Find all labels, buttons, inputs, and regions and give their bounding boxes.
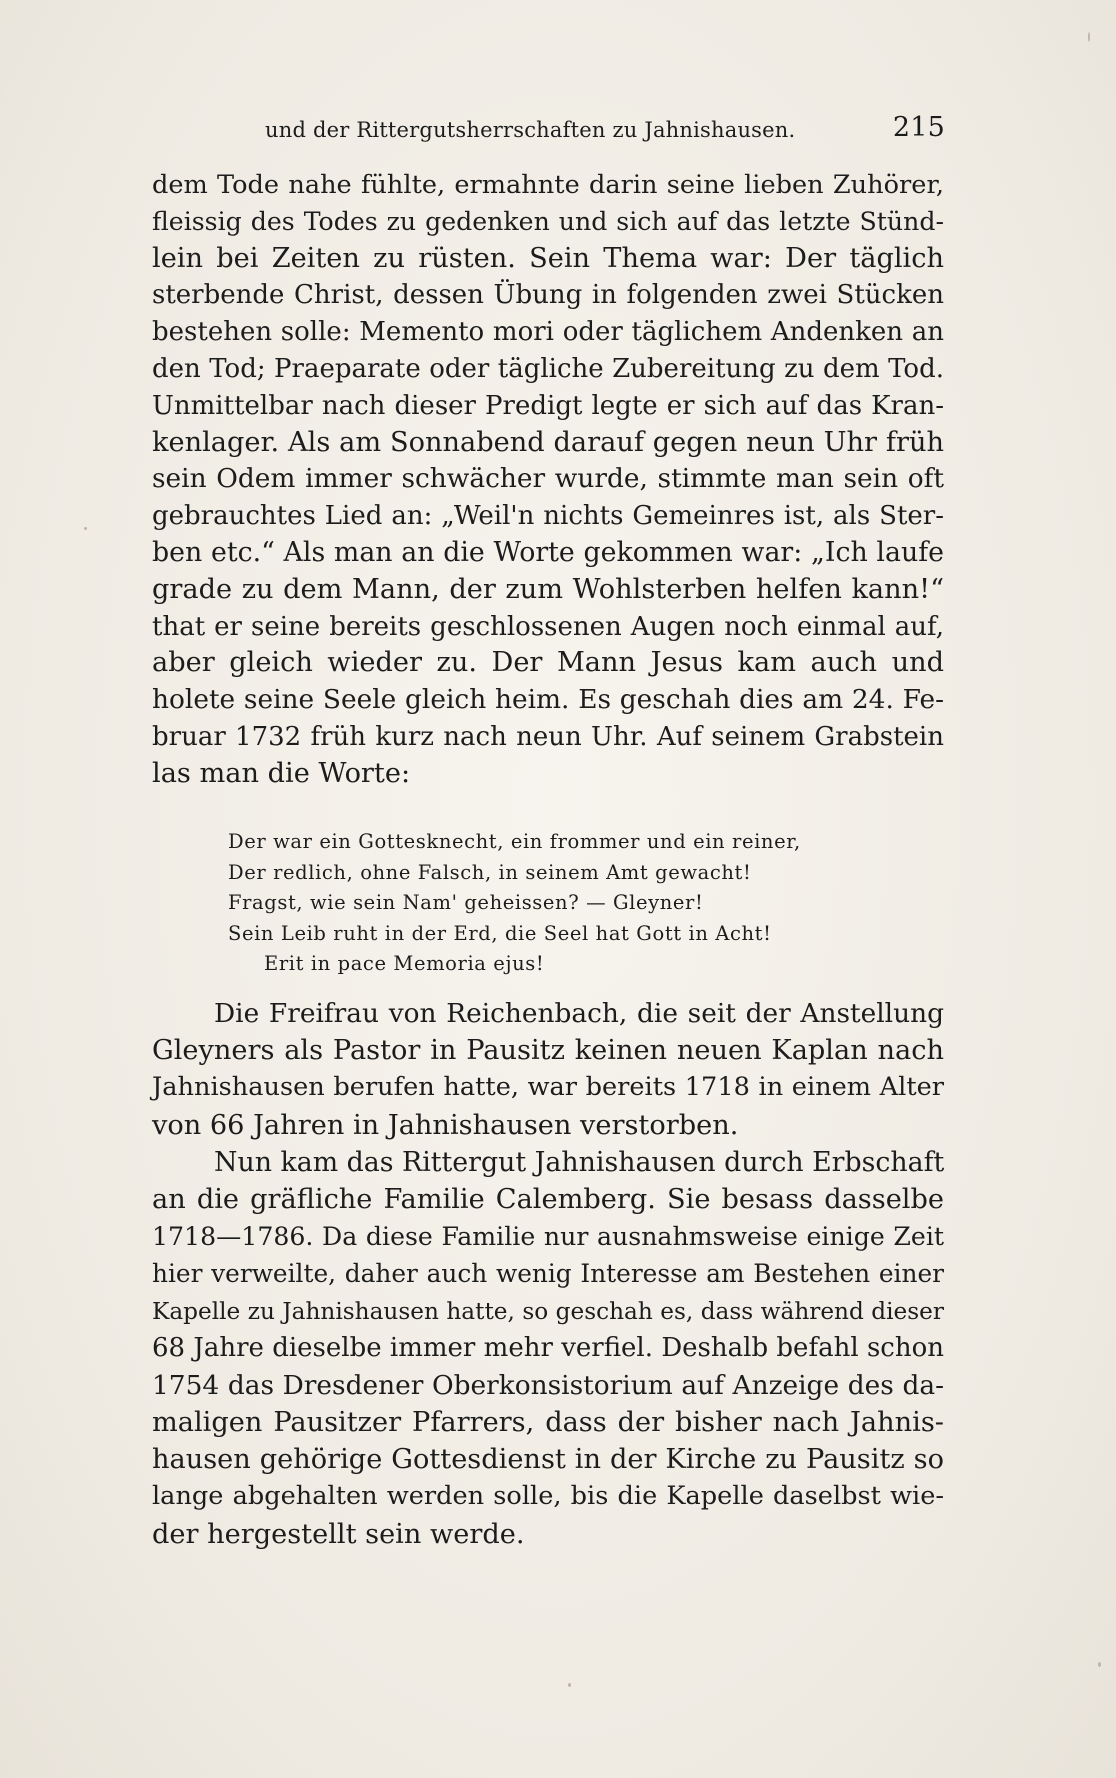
text-line: hier verweilte, daher auch wenig Interesse am Bestehen einer bbox=[152, 1259, 944, 1289]
text-line: 68 Jahre dieselbe immer mehr verfiel. Deshalb befahl schon bbox=[152, 1332, 944, 1363]
text-line: gebrauchtes Lied an: „Weil'n nichts Gemeinres ist, als Ster- bbox=[152, 501, 944, 532]
text-line: Gleyners als Pastor in Pausitz keinen neuen Kaplan nach bbox=[152, 1035, 944, 1067]
text-line: Nun kam das Rittergut Jahnishausen durch Erbschaft bbox=[214, 1146, 945, 1178]
text-line: sein Odem immer schwächer wurde, stimmte man sein oft bbox=[152, 463, 944, 495]
page-number: 215 bbox=[892, 112, 945, 143]
text-line: ben etc.“ Als man an die Worte gekommen war: „Ich laufe bbox=[152, 536, 944, 568]
epitaph-verse bbox=[228, 827, 868, 980]
text-line: 1754 das Dresdener Oberkonsistorium auf Anzeige des da- bbox=[152, 1369, 944, 1401]
paragraphs-2-3 bbox=[152, 995, 944, 1553]
verse-line: Sein Leib ruht in der Erd, die Seel hat Gott in Acht! bbox=[228, 921, 772, 945]
text-line: Jahnishausen berufen hatte, war bereits 1718 in einem Alter bbox=[152, 1072, 944, 1103]
text-line: dem Tode nahe fühlte, ermahnte darin seine lieben Zuhörer, bbox=[152, 170, 944, 200]
text-line: bruar 1732 früh kurz nach neun Uhr. Auf seinem Grabstein bbox=[152, 721, 944, 752]
verse-line: Der redlich, ohne Falsch, in seinem Amt gewacht! bbox=[228, 860, 752, 884]
paragraph-1 bbox=[152, 167, 944, 793]
text-line: lange abgehalten werden solle, bis die Kapelle daselbst wie- bbox=[152, 1481, 944, 1512]
text-line: lein bei Zeiten zu rüsten. Sein Thema war: Der täglich bbox=[152, 242, 944, 274]
paper-speck bbox=[568, 1683, 571, 1687]
paper-speck bbox=[84, 527, 87, 530]
text-line: von 66 Jahren in Jahnishausen verstorben. bbox=[152, 1109, 739, 1141]
verse-line: Erit in pace Memoria ejus! bbox=[264, 952, 545, 975]
paper-speck bbox=[1088, 32, 1090, 42]
verse-line: Fragst, wie sein Nam' geheissen? — Gleyner! bbox=[228, 891, 704, 914]
text-line: aber gleich wieder zu. Der Mann Jesus kam auch und bbox=[152, 647, 944, 679]
text-line: an die gräfliche Familie Calemberg. Sie besass dasselbe bbox=[152, 1183, 944, 1215]
text-line: Unmittelbar nach dieser Predigt legte er sich auf das Kran- bbox=[152, 390, 944, 421]
text-line: hausen gehörige Gottesdienst in der Kirche zu Pausitz so bbox=[152, 1444, 944, 1476]
text-line: Die Freifrau von Reichenbach, die seit der Anstellung bbox=[214, 998, 944, 1029]
text-line: Kapelle zu Jahnishausen hatte, so geschah es, dass während dieser bbox=[152, 1297, 944, 1325]
text-line: 1718—1786. Da diese Familie nur ausnahmsweise einige Zeit bbox=[152, 1222, 944, 1252]
paper-speck bbox=[1098, 1662, 1101, 1667]
running-title: und der Rittergutsherrschaften zu Jahnishausen. bbox=[265, 118, 796, 142]
text-line: las man die Worte: bbox=[152, 757, 411, 789]
text-line: holete seine Seele gleich heim. Es geschah dies am 24. Fe- bbox=[152, 684, 944, 716]
text-line: den Tod; Praeparate oder tägliche Zubereitung zu dem Tod. bbox=[152, 353, 944, 384]
text-line: that er seine bereits geschlossenen Augen noch einmal auf, bbox=[152, 611, 944, 642]
running-head bbox=[265, 112, 945, 148]
text-line: kenlager. Als am Sonnabend darauf gegen neun Uhr früh bbox=[152, 426, 944, 458]
verse-line: Der war ein Gottesknecht, ein frommer und ein reiner, bbox=[228, 830, 801, 853]
text-line: sterbende Christ, dessen Übung in folgenden zwei Stücken bbox=[152, 280, 944, 311]
text-line: bestehen solle: Memento mori oder täglichem Andenken an bbox=[152, 317, 944, 348]
text-line: grade zu dem Mann, der zum Wohlsterben helfen kann!“ bbox=[152, 573, 944, 605]
text-line: maligen Pausitzer Pfarrers, dass der bisher nach Jahnis- bbox=[152, 1407, 944, 1439]
text-line: fleissig des Todes zu gedenken und sich auf das letzte Stünd- bbox=[152, 206, 944, 236]
text-line: der hergestellt sein werde. bbox=[152, 1518, 525, 1550]
